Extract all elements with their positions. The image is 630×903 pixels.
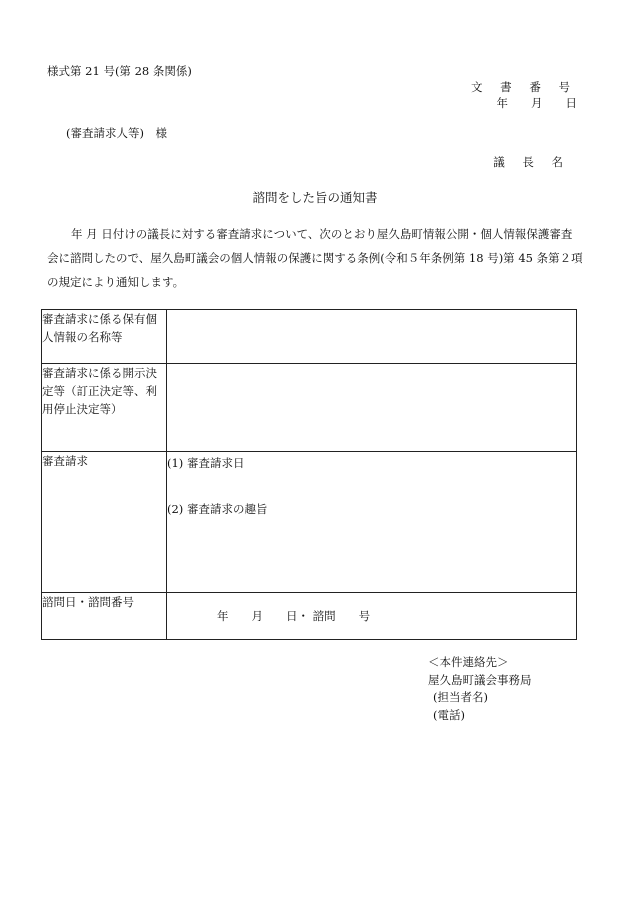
- table-row: [42, 593, 577, 640]
- contact-heading: ＜本件連絡先＞: [428, 655, 509, 669]
- contact-person: (担当者名): [433, 690, 488, 704]
- review-request-label: 審査請求: [42, 452, 167, 593]
- contact-block: [428, 654, 532, 724]
- table-row: [42, 310, 577, 364]
- document-title: 諮問をした旨の通知書: [252, 190, 378, 205]
- personal-info-name-field: [167, 310, 577, 364]
- review-request-date-item: (1) 審査請求日: [167, 456, 245, 470]
- table-row: [42, 364, 577, 452]
- chairman-name: 議 長 名: [493, 155, 570, 169]
- form-table: [41, 309, 577, 640]
- inquiry-date-number-label: 諮問日・諮問番号: [42, 593, 167, 640]
- issue-date: 年 月 日: [496, 96, 577, 110]
- addressee: (審査請求人等) 様: [66, 126, 167, 140]
- table-row: [42, 452, 577, 593]
- inquiry-date-number-value: 年 月 日・ 諮問 号: [167, 593, 577, 640]
- review-request-purpose-item: (2) 審査請求の趣旨: [167, 502, 268, 516]
- contact-office: 屋久島町議会事務局: [428, 672, 532, 687]
- document-number: 文 書 番 号: [471, 80, 577, 94]
- personal-info-name-label: 審査請求に係る保有個人情報の名称等: [42, 310, 167, 364]
- notice-body: 年 月 日付けの議長に対する審査請求について、次のとおり屋久島町情報公開・個人情報保護審査会に諮問したので、屋久島町議会の個人情報の保護に関する条例(令和５年条例第 18 号)第 45 条第２項の規定により通知します。: [47, 227, 583, 289]
- contact-phone: (電話): [433, 707, 465, 722]
- form-number: 様式第 21 号(第 28 条関係): [47, 64, 192, 78]
- disclosure-decision-label: 審査請求に係る開示決定等（訂正決定等、利用停止決定等）: [42, 364, 167, 452]
- disclosure-decision-field: [167, 364, 577, 452]
- review-request-field: [167, 452, 577, 593]
